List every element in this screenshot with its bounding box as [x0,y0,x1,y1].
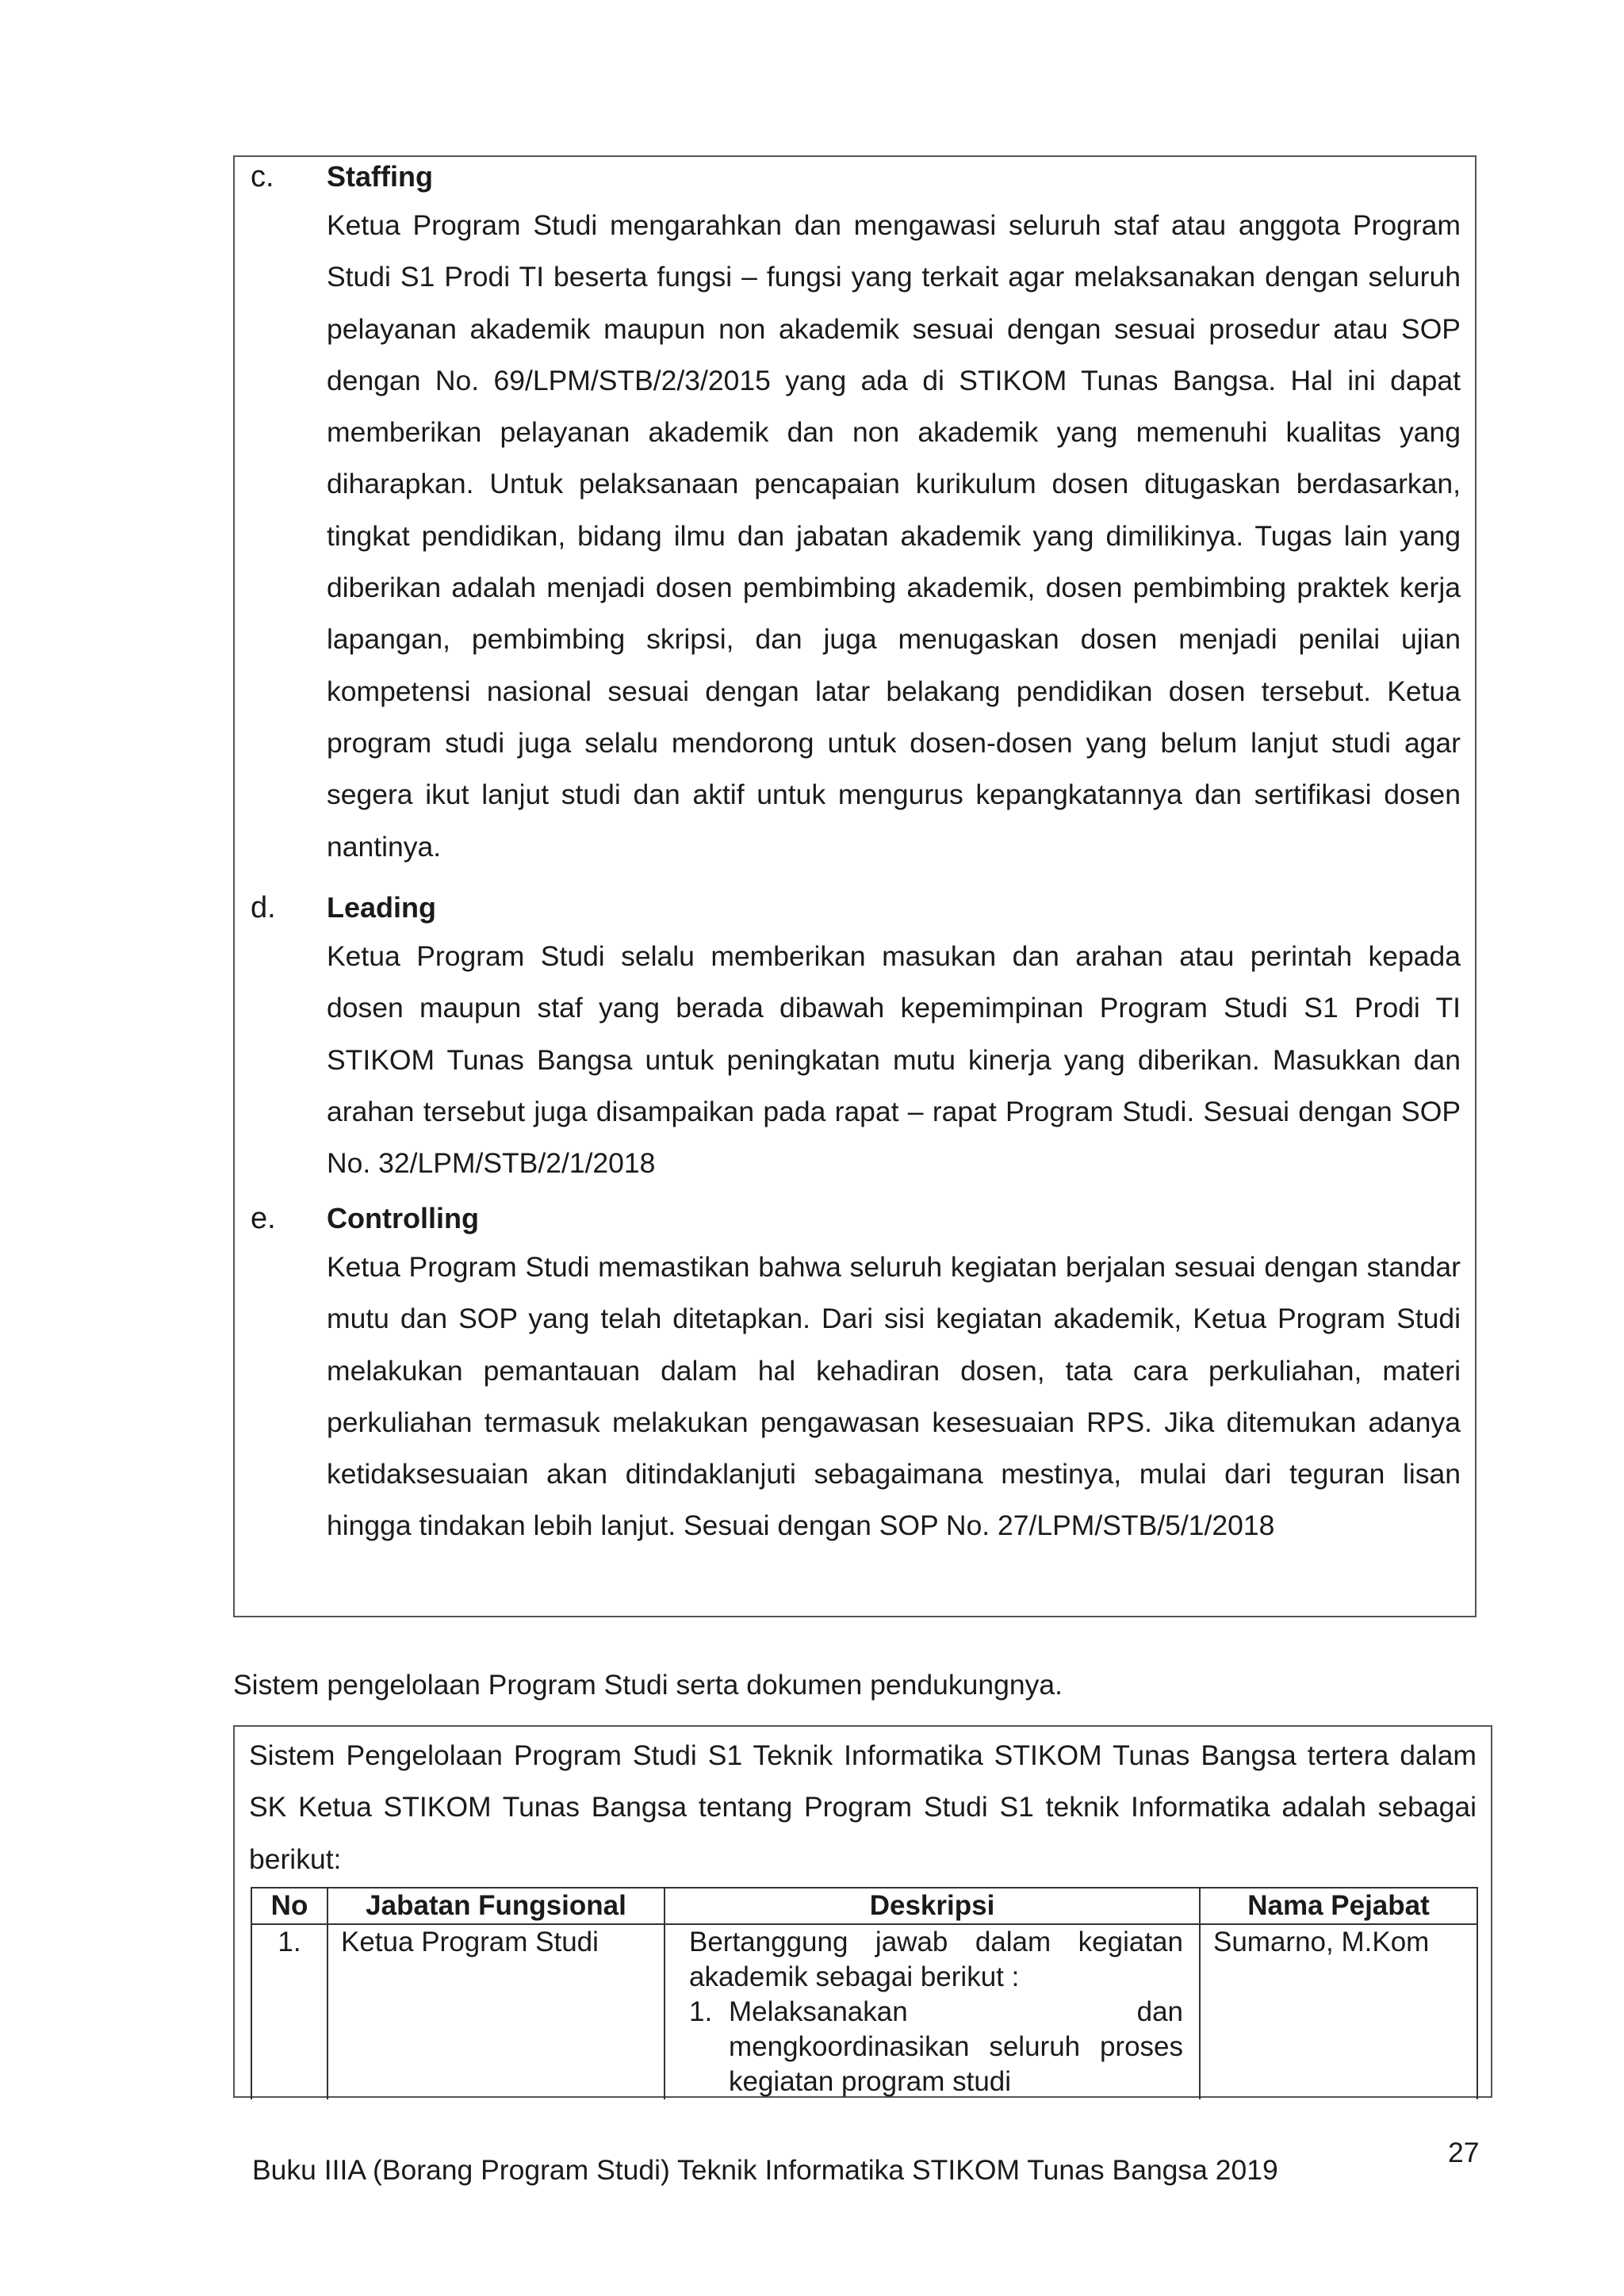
header-deskripsi: Deskripsi [665,1888,1200,1924]
cell-no: 1. [251,1924,327,2099]
section-body: Ketua Program Studi memastikan bahwa seluruh kegiatan berjalan sesuai dengan standar mutu dan SOP yang telah ditetapkan. Dari sisi kegiatan akademik, Ketua Program Studi melakukan pemantauan dalam hal kehadiran dosen, tata cara perkuliahan, materi perkuliahan termasuk melakukan pengawasan kesesuaian RPS. Jika ditemukan adanya ketidaksesuaian akan ditindaklanjuti sebagaimana mestinya, mulai dari teguran lisan hingga tindakan lebih lanjut. Sesuai dengan SOP No. 27/LPM/STB/5/1/2018 [327,1251,1461,1542]
deskripsi-intro: Bertanggung jawab dalam kegiatan akademik sebagai berikut : [689,1927,1183,1992]
section-letter: d. [251,891,276,924]
list-item-text: Melaksanakan dan mengkoordinasikan seluruh proses kegiatan program studi [729,1996,1183,2097]
cell-nama: Sumarno, M.Kom [1200,1924,1477,2099]
footer-text: Buku IIIA (Borang Program Studi) Teknik Informatika STIKOM Tunas Bangsa 2019 [252,2154,1278,2186]
section-title: Staffing [327,160,433,193]
management-system-box [233,1725,1492,2098]
page-number: 27 [1448,2137,1480,2168]
list-item [689,1995,1183,2099]
management-functions-box [233,155,1477,1617]
header-no: No [251,1888,327,1924]
table-header-row [251,1888,1477,1924]
section-body: Ketua Program Studi selalu memberikan masukan dan arahan atau perintah kepada dosen maupun staf yang berada dibawah kepemimpinan Program Studi S1 Prodi TI STIKOM Tunas Bangsa untuk peningkatan mutu kinerja yang diberikan. Masukkan dan arahan tersebut juga disampaikan pada rapat – rapat Program Studi. Sesuai dengan SOP No. 32/LPM/STB/2/1/2018 [327,940,1461,1180]
section-letter: c. [251,160,274,193]
section-title: Controlling [327,1202,479,1234]
header-jabatan: Jabatan Fungsional [327,1888,665,1924]
section-body: Ketua Program Studi mengarahkan dan mengawasi seluruh staf atau anggota Program Studi S1 Prodi TI beserta fungsi – fungsi yang terkait agar melaksanakan dengan seluruh pelayanan akademik maupun non akademik sesuai dengan sesuai prosedur atau SOP dengan No. 69/LPM/STB/2/3/2015 yang ada di STIKOM Tunas Bangsa. Hal ini dapat memberikan pelayanan akademik dan non akademik yang memenuhi kualitas yang diharapkan. Untuk pelaksanaan pencapaian kurikulum dosen ditugaskan berdasarkan, tingkat pendidikan, bidang ilmu dan jabatan akademik yang dimilikinya. Tugas lain yang diberikan adalah menjadi dosen pembimbing akademik, dosen pembimbing praktek kerja lapangan, pembimbing skripsi, dan juga menugaskan dosen menjadi penilai ujian kompetensi nasional sesuai dengan latar belakang pendidikan dosen tersebut. Ketua program studi juga selalu mendorong untuk dosen-dosen yang belum lanjut studi agar segera ikut lanjut studi dan aktif untuk mengurus kepangkatannya dan sertifikasi dosen nantinya. [327,209,1461,863]
section-title: Leading [327,891,437,924]
section-letter: e. [251,1202,276,1235]
table-row [251,1924,1477,2099]
header-nama: Nama Pejabat [1200,1888,1477,1924]
intro-text: Sistem pengelolaan Program Studi serta dokumen pendukungnya. [233,1669,1063,1701]
management-system-paragraph: Sistem Pengelolaan Program Studi S1 Teknik Informatika STIKOM Tunas Bangsa tertera dalam SK Ketua STIKOM Tunas Bangsa tentang Program Studi S1 teknik Informatika adalah sebagai berikut: [249,1739,1477,1875]
list-item-number: 1. [689,1996,713,2027]
org-structure-table [251,1887,1478,2099]
cell-jabatan: Ketua Program Studi [327,1924,665,2099]
deskripsi-list [689,1995,1183,2099]
cell-deskripsi [665,1924,1200,2099]
